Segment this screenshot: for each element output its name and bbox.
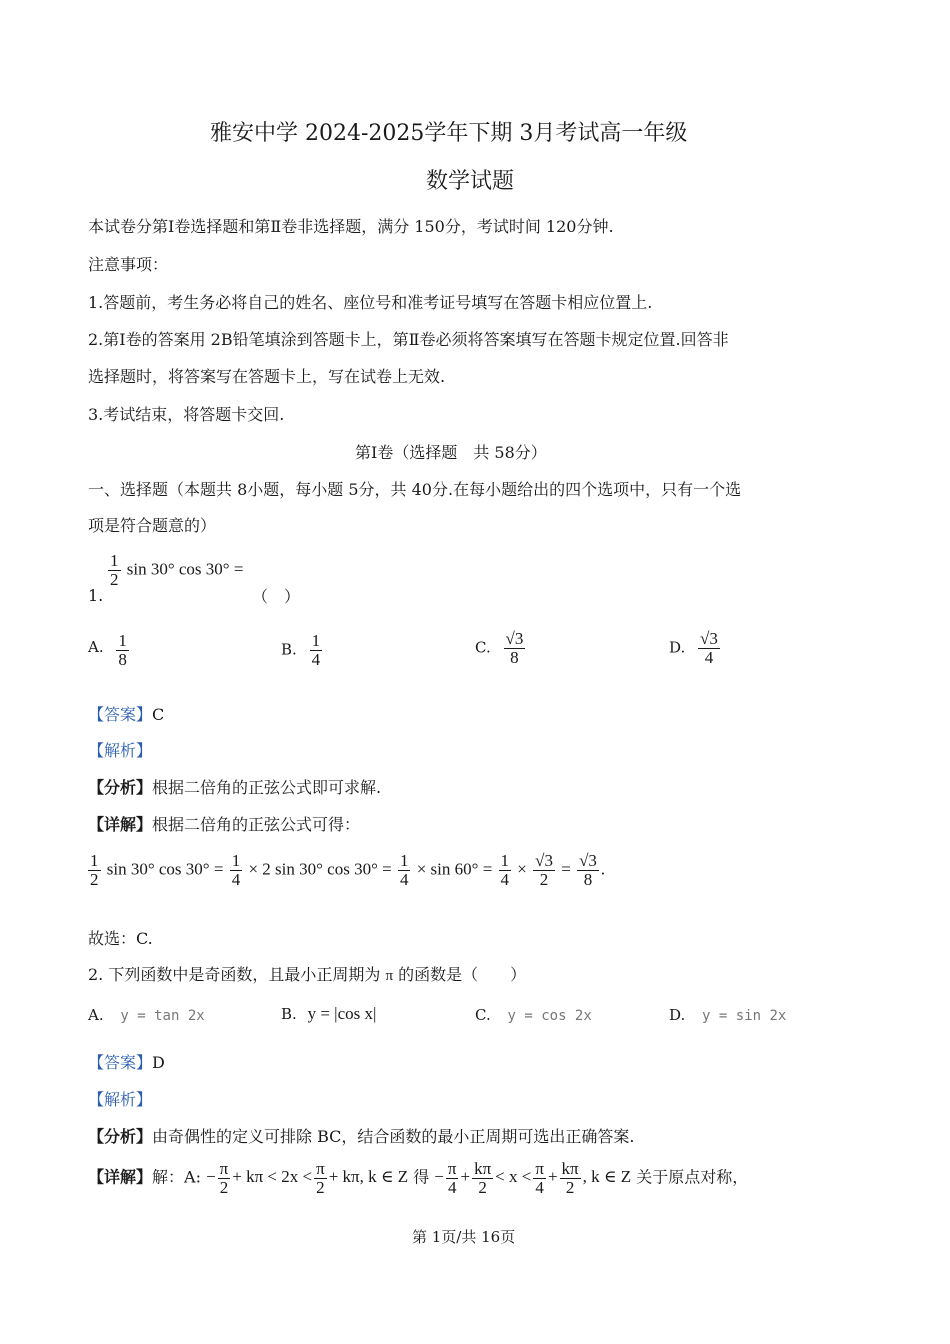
q1-option-d: D. $\frac{√3}{4}$ xyxy=(669,629,718,667)
q2-stem: 2. 下列函数中是奇函数，且最小正周期为 π 的函数是（ ） xyxy=(88,965,527,984)
note-2: 2.第Ⅰ卷的答案用 2B铅笔填涂到答题卡上，第Ⅱ卷必须将答案填写在答题卡规定位置.回答非 xyxy=(88,330,729,349)
pi-symbol: π xyxy=(385,968,394,984)
q1-stem-expr: sin 30° cos 30° = xyxy=(126,559,244,579)
note-1: 1.答题前，考生务必将自己的姓名、座位号和准考证号填写在答题卡相应位置上. xyxy=(88,293,653,312)
page-footer: 第 1页/共 16页 xyxy=(412,1228,516,1246)
q1-option-b: B. $\frac{1}{4}$ xyxy=(281,631,321,669)
q2-answer: 【答案】D xyxy=(88,1053,165,1072)
q1-paren: （ ） xyxy=(252,587,301,606)
section-instructions-cont: 项是符合题意的） xyxy=(88,516,217,535)
q1-stem xyxy=(106,552,243,589)
exam-subtitle: 数学试题 xyxy=(426,169,515,194)
q2-xiangjie: 【详解】解：A: − $\frac{\pi}{2}$ + kπ < 2x < $\frac{\pi}{2}$ + kπ, k ∈ Z 得 − $\frac{\pi}{4}$ + $\frac{k\pi}{2}$ < x < $\frac{\pi}{4}$ + $\frac{k\pi}{2}$ , k ∈ Z 关于原点对称， xyxy=(88,1159,749,1197)
note-3: 3.考试结束，将答题卡交回. xyxy=(88,405,285,424)
q1-number: 1. xyxy=(88,586,104,605)
q2-option-a: A. y = tan 2x xyxy=(88,1006,205,1024)
intro-line: 本试卷分第Ⅰ卷选择题和第Ⅱ卷非选择题，满分 150分，考试时间 120分钟. xyxy=(88,217,614,236)
q2-option-b: B. y = |cos x| xyxy=(281,1004,377,1023)
q1-option-c: C. $\frac{√3}{8}$ xyxy=(475,629,524,667)
q1-option-a: A. $\frac{1}{8}$ xyxy=(88,631,127,669)
q1-stem-fraction: $\frac{1}{2}$ xyxy=(110,551,119,589)
note-2-cont: 选择题时，将答案写在答题卡上，写在试卷上无效. xyxy=(88,367,446,386)
section-instructions: 一、选择题（本题共 8小题，每小题 5分，共 40分.在每小题给出的四个选项中，只有一个选 xyxy=(88,480,742,499)
q2-analysis-tag: 【解析】 xyxy=(88,1090,153,1109)
q2-option-c: C. y = cos 2x xyxy=(475,1006,592,1024)
q1-solution-equation: $\frac{1}{2}$ sin 30° cos 30° = $\frac{1}{4}$ × 2 sin 30° cos 30° = $\frac{1}{4}$ × sin 60° = $\frac{1}{4}$ × $\frac{√3}{2}$ = $\frac{√3}{8}$ . xyxy=(90,851,606,889)
exam-title: 雅安中学 2024-2025学年下期 3月考试高一年级 xyxy=(210,121,688,146)
q1-xiangjie: 【详解】根据二倍角的正弦公式可得： xyxy=(88,815,361,834)
q1-conclusion: 故选：C. xyxy=(88,929,153,948)
q1-answer: 【答案】C xyxy=(88,705,165,724)
q1-analysis-tag: 【解析】 xyxy=(88,741,153,760)
notice-label: 注意事项： xyxy=(88,255,169,274)
q1-fenxi: 【分析】根据二倍角的正弦公式即可求解. xyxy=(88,778,382,797)
q2-option-d: D. y = sin 2x xyxy=(669,1006,787,1024)
q2-fenxi: 【分析】由奇偶性的定义可排除 BC，结合函数的最小正周期可选出正确答案. xyxy=(88,1127,635,1146)
section-heading: 第Ⅰ卷（选择题 共 58分） xyxy=(355,443,547,462)
